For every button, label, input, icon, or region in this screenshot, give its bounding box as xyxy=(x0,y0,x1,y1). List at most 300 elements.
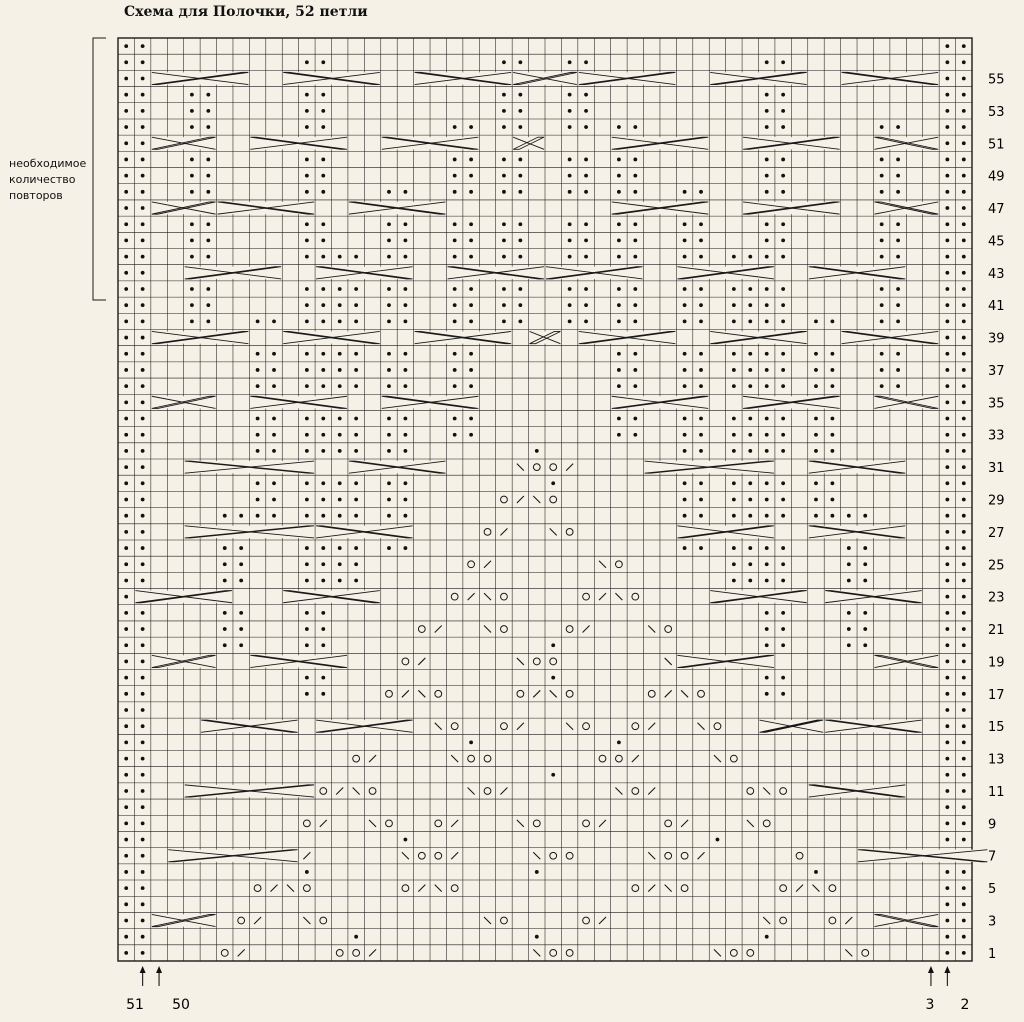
purl-stitch xyxy=(617,158,621,162)
purl-stitch xyxy=(814,498,818,502)
purl-stitch xyxy=(765,239,769,243)
yarn-over xyxy=(632,593,639,600)
purl-stitch xyxy=(518,287,522,291)
cable-cross xyxy=(152,331,249,343)
purl-stitch xyxy=(896,303,900,307)
purl-stitch xyxy=(863,611,867,615)
purl-stitch xyxy=(633,417,637,421)
yarn-over xyxy=(484,755,491,762)
purl-stitch xyxy=(814,870,818,874)
purl-stitch xyxy=(305,222,309,226)
row-number: 51 xyxy=(988,137,1005,153)
purl-stitch xyxy=(124,562,128,566)
purl-stitch xyxy=(584,190,588,194)
purl-stitch xyxy=(124,708,128,712)
purl-stitch xyxy=(584,158,588,162)
purl-stitch xyxy=(469,368,473,372)
purl-stitch xyxy=(272,498,276,502)
purl-stitch xyxy=(256,352,260,356)
purl-stitch xyxy=(124,740,128,744)
cable-cross xyxy=(710,591,807,603)
yarn-over xyxy=(484,528,491,535)
purl-stitch xyxy=(962,935,966,939)
row-number: 41 xyxy=(988,299,1005,315)
purl-stitch xyxy=(765,60,769,64)
purl-stitch xyxy=(781,579,785,583)
purl-stitch xyxy=(896,384,900,388)
cable-cross xyxy=(677,267,774,279)
purl-stitch xyxy=(124,676,128,680)
purl-stitch xyxy=(141,174,145,178)
purl-stitch xyxy=(124,271,128,275)
purl-stitch xyxy=(354,303,358,307)
purl-stitch xyxy=(387,449,391,453)
purl-stitch xyxy=(551,643,555,647)
purl-stitch xyxy=(945,724,949,728)
purl-stitch xyxy=(896,174,900,178)
purl-stitch xyxy=(781,546,785,550)
purl-stitch xyxy=(962,886,966,890)
purl-stitch xyxy=(962,44,966,48)
purl-stitch xyxy=(404,190,408,194)
yarn-over xyxy=(665,626,672,633)
cable-cross xyxy=(743,137,840,149)
purl-stitch xyxy=(699,449,703,453)
purl-stitch xyxy=(124,902,128,906)
k2tog xyxy=(484,561,491,568)
purl-stitch xyxy=(124,951,128,955)
purl-stitch xyxy=(732,255,736,259)
purl-stitch xyxy=(863,546,867,550)
purl-stitch xyxy=(732,546,736,550)
purl-stitch xyxy=(387,352,391,356)
yarn-over xyxy=(386,690,393,697)
purl-stitch xyxy=(190,190,194,194)
purl-stitch xyxy=(321,562,325,566)
purl-stitch xyxy=(206,93,210,97)
purl-stitch xyxy=(584,125,588,129)
purl-stitch xyxy=(781,303,785,307)
purl-stitch xyxy=(338,546,342,550)
purl-stitch xyxy=(141,757,145,761)
purl-stitch xyxy=(831,514,835,518)
purl-stitch xyxy=(124,724,128,728)
purl-stitch xyxy=(354,546,358,550)
yarn-over xyxy=(566,950,573,957)
purl-stitch xyxy=(831,319,835,323)
purl-stitch xyxy=(962,109,966,113)
purl-stitch xyxy=(387,514,391,518)
purl-stitch xyxy=(896,125,900,129)
purl-stitch xyxy=(962,676,966,680)
cable-cross xyxy=(152,396,216,408)
purl-stitch xyxy=(814,417,818,421)
k2tog xyxy=(648,885,655,892)
purl-stitch xyxy=(321,546,325,550)
purl-stitch xyxy=(141,854,145,858)
purl-stitch xyxy=(256,514,260,518)
purl-stitch xyxy=(338,352,342,356)
purl-stitch xyxy=(124,773,128,777)
row-number: 45 xyxy=(988,234,1005,250)
row-number: 49 xyxy=(988,169,1005,185)
yarn-over xyxy=(254,885,261,892)
purl-stitch xyxy=(305,125,309,129)
purl-stitch xyxy=(190,222,194,226)
purl-stitch xyxy=(831,384,835,388)
purl-stitch xyxy=(354,352,358,356)
yarn-over xyxy=(599,755,606,762)
purl-stitch xyxy=(748,546,752,550)
purl-stitch xyxy=(962,77,966,81)
ssk xyxy=(353,787,360,794)
purl-stitch xyxy=(453,174,457,178)
purl-stitch xyxy=(469,158,473,162)
cable-cross xyxy=(185,526,314,538)
ssk xyxy=(615,593,622,600)
purl-stitch xyxy=(748,498,752,502)
purl-stitch xyxy=(962,902,966,906)
purl-stitch xyxy=(387,417,391,421)
purl-stitch xyxy=(124,821,128,825)
purl-stitch xyxy=(962,352,966,356)
yarn-over xyxy=(369,788,376,795)
purl-stitch xyxy=(305,255,309,259)
purl-stitch xyxy=(387,384,391,388)
purl-stitch xyxy=(354,562,358,566)
purl-stitch xyxy=(633,368,637,372)
purl-stitch xyxy=(124,886,128,890)
cable-cross xyxy=(677,655,774,667)
k2tog xyxy=(599,593,606,600)
purl-stitch xyxy=(617,190,621,194)
yarn-over xyxy=(303,885,310,892)
purl-stitch xyxy=(633,174,637,178)
purl-stitch xyxy=(831,417,835,421)
purl-stitch xyxy=(568,125,572,129)
purl-stitch xyxy=(141,498,145,502)
k2tog xyxy=(336,787,343,794)
purl-stitch xyxy=(617,368,621,372)
purl-stitch xyxy=(962,206,966,210)
purl-stitch xyxy=(124,368,128,372)
purl-stitch xyxy=(387,319,391,323)
cable-cross xyxy=(858,850,987,862)
purl-stitch xyxy=(453,303,457,307)
purl-stitch xyxy=(896,255,900,259)
ssk xyxy=(615,787,622,794)
purl-stitch xyxy=(748,319,752,323)
purl-stitch xyxy=(518,125,522,129)
purl-stitch xyxy=(338,417,342,421)
purl-stitch xyxy=(124,870,128,874)
purl-stitch xyxy=(945,384,949,388)
purl-stitch xyxy=(321,692,325,696)
purl-stitch xyxy=(256,319,260,323)
ssk xyxy=(451,755,458,762)
cable-cross xyxy=(677,526,774,538)
row-number: 43 xyxy=(988,266,1005,282)
purl-stitch xyxy=(831,433,835,437)
k2tog xyxy=(648,787,655,794)
purl-stitch xyxy=(321,449,325,453)
purl-stitch xyxy=(945,838,949,842)
purl-stitch xyxy=(945,417,949,421)
purl-stitch xyxy=(256,449,260,453)
purl-stitch xyxy=(469,417,473,421)
cable-cross xyxy=(316,526,413,538)
purl-stitch xyxy=(404,255,408,259)
cable-cross xyxy=(218,202,315,214)
yarn-over xyxy=(566,852,573,859)
purl-stitch xyxy=(190,287,194,291)
purl-stitch xyxy=(124,222,128,226)
purl-stitch xyxy=(699,433,703,437)
purl-stitch xyxy=(338,287,342,291)
purl-stitch xyxy=(354,319,358,323)
yarn-over xyxy=(616,755,623,762)
purl-stitch xyxy=(502,174,506,178)
cable-cross xyxy=(842,331,939,343)
purl-stitch xyxy=(321,239,325,243)
purl-stitch xyxy=(305,109,309,113)
yarn-over xyxy=(681,852,688,859)
purl-stitch xyxy=(239,643,243,647)
purl-stitch xyxy=(124,692,128,696)
purl-stitch xyxy=(962,255,966,259)
cable-cross xyxy=(825,591,922,603)
yarn-over xyxy=(648,690,655,697)
purl-stitch xyxy=(945,190,949,194)
purl-stitch xyxy=(469,352,473,356)
purl-stitch xyxy=(141,239,145,243)
row-number: 33 xyxy=(988,428,1005,444)
purl-stitch xyxy=(847,579,851,583)
purl-stitch xyxy=(962,400,966,404)
purl-stitch xyxy=(387,546,391,550)
purl-stitch xyxy=(781,611,785,615)
purl-stitch xyxy=(141,789,145,793)
purl-stitch xyxy=(748,384,752,388)
ssk xyxy=(287,885,294,892)
purl-stitch xyxy=(732,562,736,566)
k2tog xyxy=(435,626,442,633)
purl-stitch xyxy=(633,433,637,437)
purl-stitch xyxy=(124,530,128,534)
purl-stitch xyxy=(962,514,966,518)
cable-cross xyxy=(250,655,347,667)
cable-cross xyxy=(447,267,544,279)
purl-stitch xyxy=(321,125,325,129)
purl-stitch xyxy=(945,514,949,518)
purl-stitch xyxy=(765,627,769,631)
purl-stitch xyxy=(338,449,342,453)
purl-stitch xyxy=(945,676,949,680)
ssk xyxy=(435,885,442,892)
purl-stitch xyxy=(781,692,785,696)
purl-stitch xyxy=(502,109,506,113)
cable-cross xyxy=(250,137,347,149)
yarn-over xyxy=(320,788,327,795)
purl-stitch xyxy=(124,352,128,356)
purl-stitch xyxy=(206,255,210,259)
purl-stitch xyxy=(962,660,966,664)
purl-stitch xyxy=(945,222,949,226)
purl-stitch xyxy=(124,190,128,194)
purl-stitch xyxy=(124,141,128,145)
purl-stitch xyxy=(568,239,572,243)
purl-stitch xyxy=(354,514,358,518)
purl-stitch xyxy=(814,319,818,323)
purl-stitch xyxy=(404,838,408,842)
row-number: 29 xyxy=(988,493,1005,509)
purl-stitch xyxy=(321,287,325,291)
k2tog xyxy=(402,690,409,697)
purl-stitch xyxy=(354,481,358,485)
k2tog xyxy=(320,820,327,827)
purl-stitch xyxy=(518,255,522,259)
purl-stitch xyxy=(617,287,621,291)
purl-stitch xyxy=(847,611,851,615)
purl-stitch xyxy=(584,109,588,113)
yarn-over xyxy=(468,561,475,568)
purl-stitch xyxy=(617,352,621,356)
purl-stitch xyxy=(338,384,342,388)
cable-cross xyxy=(152,72,249,84)
yarn-over xyxy=(484,788,491,795)
purl-stitch xyxy=(141,60,145,64)
purl-stitch xyxy=(863,562,867,566)
purl-stitch xyxy=(699,417,703,421)
yarn-over xyxy=(303,820,310,827)
purl-stitch xyxy=(305,303,309,307)
cable-cross xyxy=(152,202,216,214)
purl-stitch xyxy=(880,287,884,291)
yarn-over xyxy=(353,950,360,957)
purl-stitch xyxy=(781,109,785,113)
purl-stitch xyxy=(321,255,325,259)
purl-stitch xyxy=(962,190,966,194)
purl-stitch xyxy=(124,433,128,437)
ssk xyxy=(812,885,819,892)
yarn-over xyxy=(829,917,836,924)
purl-stitch xyxy=(945,368,949,372)
column-markers xyxy=(126,966,969,1013)
purl-stitch xyxy=(518,174,522,178)
cable-cross xyxy=(382,396,479,408)
column-number: 50 xyxy=(172,997,190,1013)
purl-stitch xyxy=(141,368,145,372)
purl-stitch xyxy=(617,239,621,243)
purl-stitch xyxy=(781,676,785,680)
purl-stitch xyxy=(404,319,408,323)
purl-stitch xyxy=(847,627,851,631)
purl-stitch xyxy=(699,255,703,259)
ssk xyxy=(763,917,770,924)
purl-stitch xyxy=(305,481,309,485)
purl-stitch xyxy=(124,838,128,842)
purl-stitch xyxy=(206,190,210,194)
purl-stitch xyxy=(568,109,572,113)
purl-stitch xyxy=(814,384,818,388)
purl-stitch xyxy=(141,190,145,194)
yarn-over xyxy=(862,950,869,957)
purl-stitch xyxy=(617,433,621,437)
purl-stitch xyxy=(683,449,687,453)
cable-cross xyxy=(809,267,906,279)
purl-stitch xyxy=(732,514,736,518)
purl-stitch xyxy=(206,158,210,162)
purl-stitch xyxy=(354,368,358,372)
purl-stitch xyxy=(765,384,769,388)
purl-stitch xyxy=(945,44,949,48)
purl-stitch xyxy=(962,805,966,809)
purl-stitch xyxy=(617,417,621,421)
purl-stitch xyxy=(305,546,309,550)
k2tog xyxy=(303,852,310,859)
purl-stitch xyxy=(617,319,621,323)
purl-stitch xyxy=(239,514,243,518)
k2tog xyxy=(451,820,458,827)
purl-stitch xyxy=(945,546,949,550)
purl-stitch xyxy=(633,190,637,194)
purl-stitch xyxy=(962,93,966,97)
purl-stitch xyxy=(404,384,408,388)
purl-stitch xyxy=(338,514,342,518)
purl-stitch xyxy=(617,255,621,259)
ssk xyxy=(303,917,310,924)
purl-stitch xyxy=(338,498,342,502)
purl-stitch xyxy=(387,239,391,243)
purl-stitch xyxy=(338,368,342,372)
purl-stitch xyxy=(387,481,391,485)
cable-cross xyxy=(842,72,939,84)
purl-stitch xyxy=(124,611,128,615)
purl-stitch xyxy=(305,579,309,583)
purl-stitch xyxy=(568,319,572,323)
purl-stitch xyxy=(945,692,949,696)
purl-stitch xyxy=(305,158,309,162)
purl-stitch xyxy=(617,303,621,307)
cable-cross xyxy=(152,914,216,926)
purl-stitch xyxy=(683,303,687,307)
row-number: 27 xyxy=(988,525,1005,541)
purl-stitch xyxy=(945,60,949,64)
purl-stitch xyxy=(765,125,769,129)
purl-stitch xyxy=(518,190,522,194)
purl-stitch xyxy=(305,368,309,372)
purl-stitch xyxy=(962,821,966,825)
row-number: 25 xyxy=(988,558,1005,574)
purl-stitch xyxy=(765,417,769,421)
cable-cross xyxy=(874,914,938,926)
purl-stitch xyxy=(124,400,128,404)
cable-cross xyxy=(579,72,676,84)
cable-cross xyxy=(710,331,807,343)
purl-stitch xyxy=(814,368,818,372)
k2tog xyxy=(599,917,606,924)
purl-stitch xyxy=(765,352,769,356)
purl-stitch xyxy=(699,190,703,194)
purl-stitch xyxy=(141,919,145,923)
purl-stitch xyxy=(765,449,769,453)
purl-stitch xyxy=(321,109,325,113)
purl-stitch xyxy=(781,319,785,323)
yarn-over xyxy=(714,723,721,730)
ssk xyxy=(402,852,409,859)
row-number: 21 xyxy=(988,623,1005,639)
column-number: 3 xyxy=(925,997,935,1013)
